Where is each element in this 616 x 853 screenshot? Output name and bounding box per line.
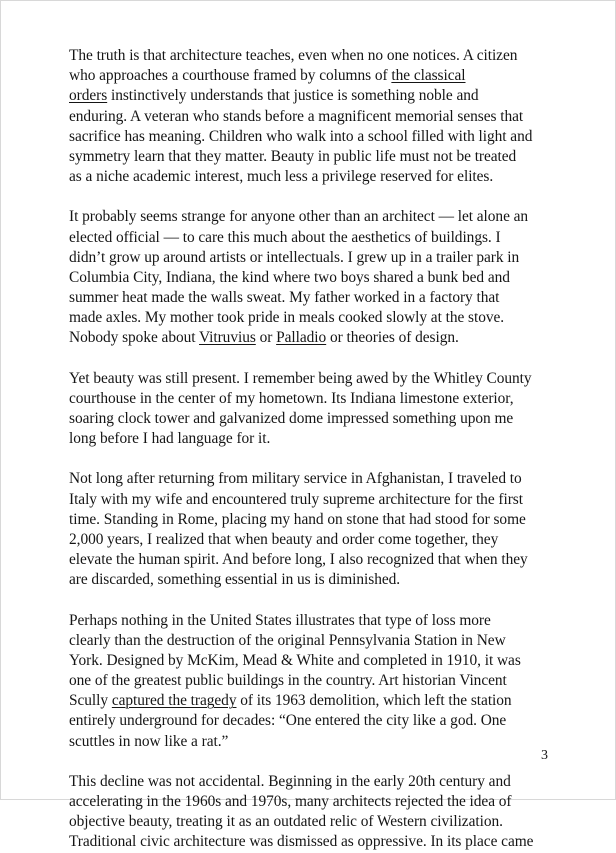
text-line bbox=[69, 792, 569, 812]
text-line bbox=[69, 167, 569, 187]
text-segment: objective beauty, treating it as an outdated relic of Western civilization. bbox=[69, 813, 503, 831]
text-line bbox=[69, 510, 569, 530]
text-line bbox=[69, 207, 569, 227]
text-segment: elevate the human spirit. And before long, I also recognized that when they bbox=[69, 551, 528, 569]
text-segment: who approaches a courthouse framed by columns of bbox=[69, 67, 392, 85]
text-line bbox=[69, 248, 569, 268]
text-segment: made axles. My mother took pride in meals cooked slowly at the stove. bbox=[69, 309, 505, 327]
text-segment: of its 1963 demolition, which left the station bbox=[236, 692, 512, 710]
text-segment: accelerating in the 1960s and 1970s, many architects rejected the idea of bbox=[69, 793, 512, 810]
inline-link[interactable]: captured the tragedy bbox=[111, 692, 237, 710]
text-segment: Not long after returning from military service in Afghanistan, I traveled to bbox=[69, 470, 522, 488]
text-segment: soaring clock tower and galvanized dome impressed something upon me bbox=[69, 410, 514, 427]
text-segment: summer heat made the walls sweat. My father worked in a factory that bbox=[69, 289, 500, 307]
document-body bbox=[69, 46, 569, 853]
text-segment: clearly than the destruction of the original Pennsylvania Station in New bbox=[69, 631, 506, 649]
text-segment: York. Designed by McKim, Mead & White and completed in 1910, it was bbox=[69, 651, 521, 669]
text-segment: or theories of design. bbox=[326, 329, 459, 347]
text-line bbox=[69, 812, 569, 832]
text-line bbox=[69, 469, 569, 489]
text-line bbox=[69, 107, 569, 127]
inline-link[interactable]: Palladio bbox=[276, 329, 327, 347]
text-segment: Traditional civic architecture was dismissed as oppressive. In its place came bbox=[69, 833, 534, 851]
text-line bbox=[69, 651, 569, 671]
text-line bbox=[69, 711, 569, 731]
text-line bbox=[69, 308, 569, 328]
text-segment: as a niche academic interest, much less a privilege reserved for elites. bbox=[69, 168, 494, 186]
text-segment: Italy with my wife and encountered truly supreme architecture for the first bbox=[69, 490, 523, 508]
text-segment: entirely underground for decades: “One entered the city like a god. One bbox=[69, 712, 507, 730]
text-line bbox=[69, 288, 569, 308]
text-segment: symmetry learn that they matter. Beauty in public life must not be treated bbox=[69, 147, 517, 165]
paragraph bbox=[69, 46, 569, 187]
text-line bbox=[69, 772, 569, 792]
text-line bbox=[69, 732, 569, 752]
text-segment: or bbox=[255, 329, 277, 347]
text-line bbox=[69, 328, 569, 348]
paragraph bbox=[69, 611, 569, 752]
text-segment: This decline was not accidental. Beginning in the early 20th century and bbox=[69, 772, 511, 790]
text-line bbox=[69, 268, 569, 288]
text-segment: time. Standing in Rome, placing my hand on stone that had stood for some bbox=[69, 510, 526, 528]
text-segment: Yet beauty was still present. I remember being awed by the Whitley County bbox=[69, 369, 532, 387]
page-number: 3 bbox=[541, 748, 548, 763]
text-line bbox=[69, 550, 569, 570]
inline-link[interactable]: orders bbox=[69, 87, 108, 105]
text-line bbox=[69, 691, 569, 711]
text-segment: Perhaps nothing in the United States illustrates that type of loss more bbox=[69, 611, 491, 629]
text-segment: courthouse in the center of my hometown. Its Indiana limestone exterior, bbox=[69, 389, 514, 407]
text-segment: Nobody spoke about bbox=[69, 329, 200, 347]
text-segment: didn’t grow up around artists or intellectuals. I grew up in a trailer park in bbox=[69, 248, 520, 266]
text-line bbox=[69, 409, 569, 429]
paragraph bbox=[69, 369, 569, 450]
text-line bbox=[69, 570, 569, 590]
text-line bbox=[69, 66, 569, 86]
inline-link[interactable]: Vitruvius bbox=[199, 329, 256, 347]
text-segment: Columbia City, Indiana, the kind where two boys shared a bunk bed and bbox=[69, 268, 510, 286]
text-segment: sacrifice has meaning. Children who walk into a school filled with light and bbox=[69, 127, 533, 145]
text-line bbox=[69, 369, 569, 389]
text-line bbox=[69, 86, 569, 106]
text-line bbox=[69, 429, 569, 449]
text-line bbox=[69, 147, 569, 167]
text-segment: Scully bbox=[69, 692, 112, 710]
text-segment: The truth is that architecture teaches, even when no one notices. A citizen bbox=[69, 47, 518, 64]
text-segment: It probably seems strange for anyone other than an architect — let alone an bbox=[69, 208, 529, 226]
text-line bbox=[69, 490, 569, 510]
text-line bbox=[69, 46, 569, 66]
text-line bbox=[69, 832, 569, 852]
inline-link[interactable]: the classical bbox=[391, 67, 466, 85]
text-line bbox=[69, 127, 569, 147]
text-segment: scuttles in now like a rat.” bbox=[69, 732, 229, 750]
text-segment: long before I had language for it. bbox=[69, 430, 271, 448]
text-segment: 2,000 years, I realized that when beauty and order come together, they bbox=[69, 530, 499, 548]
paragraph bbox=[69, 772, 569, 853]
text-line bbox=[69, 611, 569, 631]
text-line bbox=[69, 631, 569, 651]
text-segment: enduring. A veteran who stands before a magnificent memorial senses that bbox=[69, 107, 524, 125]
text-line bbox=[69, 530, 569, 550]
text-segment: are discarded, something essential in us is diminished. bbox=[69, 571, 401, 589]
paragraph bbox=[69, 207, 569, 348]
paragraph bbox=[69, 469, 569, 590]
text-line bbox=[69, 228, 569, 248]
text-segment: one of the greatest public buildings in the country. Art historian Vincent bbox=[69, 672, 507, 690]
text-segment: elected official — to care this much about the aesthetics of buildings. I bbox=[69, 228, 501, 246]
text-segment: instinctively understands that justice is something noble and bbox=[107, 87, 479, 105]
text-line bbox=[69, 389, 569, 409]
text-line bbox=[69, 671, 569, 691]
